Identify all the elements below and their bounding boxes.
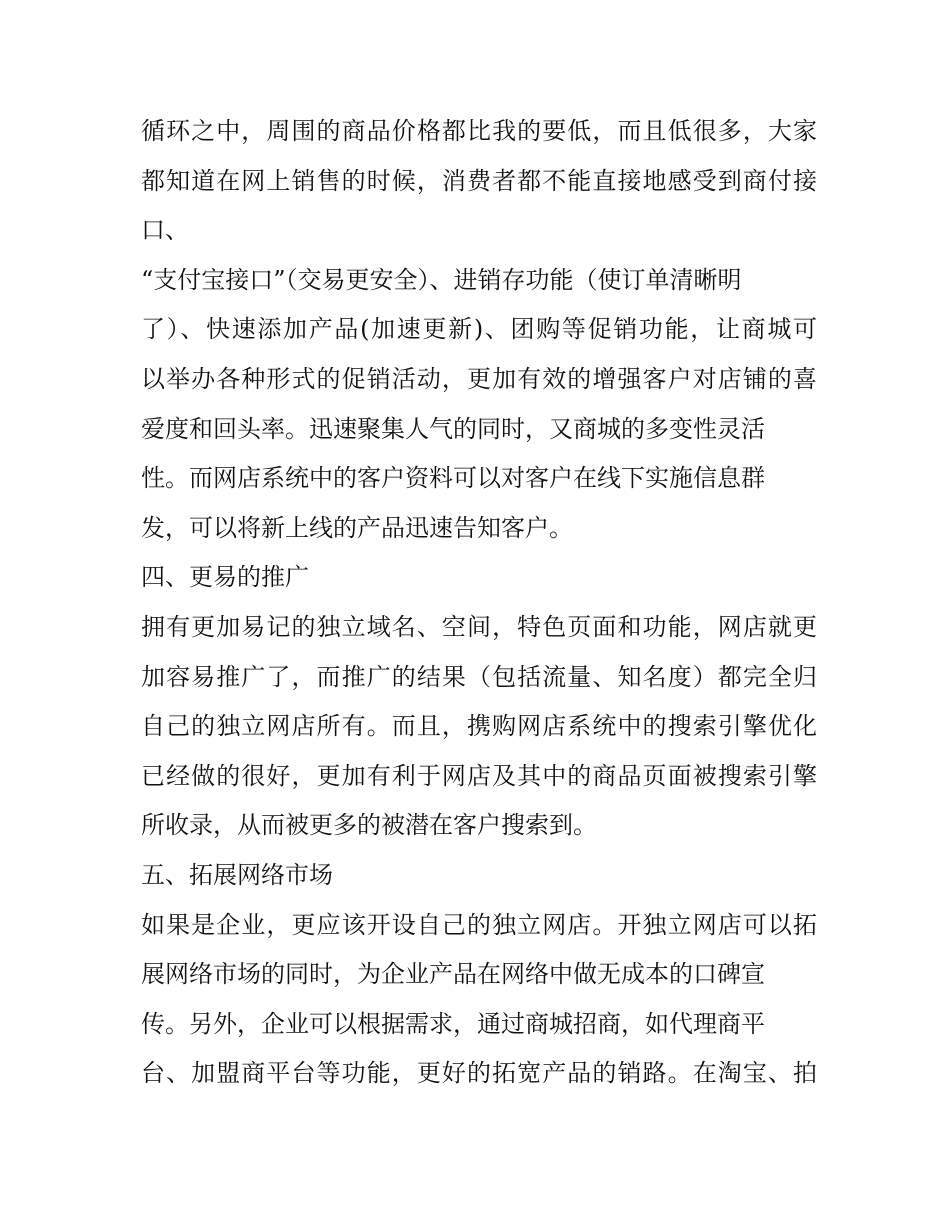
- text-line: 以举办各种形式的促销活动，更加有效的增强客户对店铺的喜: [141, 364, 817, 393]
- text-line: 自己的独立网店所有。而且，携购网店系统中的搜索引擎优化: [141, 712, 817, 741]
- text-line: 所收录，从而被更多的被潜在客户搜索到。: [141, 811, 597, 840]
- text-line: 加容易推广了，而推广的结果（包括流量、知名度）都完全归: [141, 662, 817, 691]
- section-heading: 四、更易的推广: [141, 563, 309, 592]
- section-heading: 五、拓展网络市场: [141, 860, 333, 889]
- text-line: 发，可以将新上线的产品迅速告知客户。: [141, 513, 573, 542]
- text-line: 传。另外，企业可以根据需求，通过商城招商，如代理商平: [141, 1009, 765, 1038]
- text-line: 了）、快速添加产品(加速更新)、团购等促销功能，让商城可: [141, 315, 817, 344]
- text-line: 爱度和回头率。迅速聚集人气的同时，又商城的多变性灵活: [141, 414, 765, 443]
- text-line: 台、加盟商平台等功能，更好的拓宽产品的销路。在淘宝、拍: [141, 1059, 817, 1088]
- text-line: 性。而网店系统中的客户资料可以对客户在线下实施信息群: [141, 464, 765, 493]
- document-body: [141, 107, 817, 1099]
- text-line: 已经做的很好，更加有利于网店及其中的商品页面被搜索引擎: [141, 761, 817, 790]
- text-line: 展网络市场的同时，为企业产品在网络中做无成本的口碑宣: [141, 960, 765, 989]
- text-line: 如果是企业，更应该开设自己的独立网店。开独立网店可以拓: [141, 910, 817, 939]
- text-line: 循环之中，周围的商品价格都比我的要低，而且低很多，大家: [141, 117, 817, 145]
- text-line: 都知道在网上销售的时候，消费者都不能直接地感受到商付接: [141, 166, 817, 195]
- text-line: 拥有更加易记的独立域名、空间，特色页面和功能，网店就更: [141, 612, 817, 641]
- text-line: “支付宝接口”（交易更安全）、进销存功能（使订单清晰明: [141, 265, 742, 294]
- text-line: 口、: [141, 216, 189, 245]
